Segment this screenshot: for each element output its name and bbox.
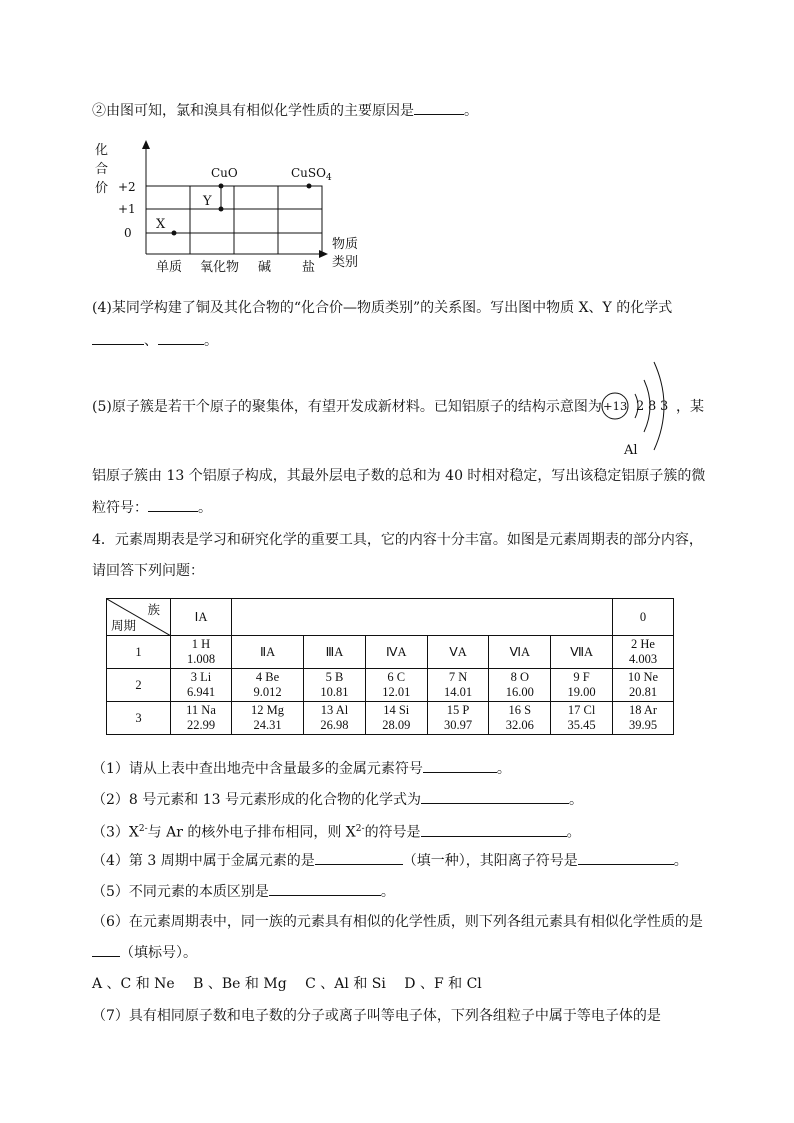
- element-name: 13 Al: [320, 703, 349, 717]
- question-text: （4）第 3 周期中属于金属元素的是: [92, 853, 315, 869]
- problem-text: 4．元素周期表是学习和研究化学的重要工具，它的内容十分丰富。如图是元素周期表的部分内容，: [92, 532, 703, 548]
- question-text: （6）在元素周期表中，同一族的元素具有相似的化学性质，则下列各组元素具有相似化学性质的是: [92, 914, 703, 930]
- shell-electrons-2: 8: [648, 399, 657, 414]
- atomic-mass: 30.97: [443, 718, 473, 732]
- element-cell: [304, 702, 366, 735]
- corner-group-label: 族: [147, 602, 160, 617]
- element-name: 1 H: [191, 637, 211, 651]
- sub-question-5: [92, 881, 395, 902]
- atomic-mass: 35.45: [567, 718, 596, 732]
- element-cell: [613, 636, 674, 669]
- question-text: （1）请从上表中查出地壳中含量最多的金属元素符号: [92, 761, 423, 777]
- question-text: (5)原子簇是若干个原子的聚集体，有望开发成新材料。已知铝原子的结构示意图为: [92, 399, 602, 415]
- punctuation: 。: [496, 761, 511, 777]
- y-tick: 0: [124, 226, 132, 240]
- punctuation: 。: [204, 333, 218, 349]
- point-label-Y: Y: [203, 194, 212, 209]
- empty-header: [232, 599, 613, 636]
- element-name: 2 He: [631, 637, 655, 651]
- answer-blank[interactable]: [421, 822, 567, 837]
- answer-blank[interactable]: [92, 942, 120, 957]
- atomic-mass: 9.012: [253, 685, 282, 699]
- sub-question-6-line-2: [92, 942, 197, 963]
- shell-electrons-1: 2: [636, 399, 645, 414]
- element-cell: [427, 669, 489, 702]
- element-cell: [551, 669, 613, 702]
- element-cell: [489, 669, 551, 702]
- element-name: 9 F: [573, 670, 590, 684]
- atomic-mass: 19.00: [567, 685, 596, 699]
- x-tick: 盐: [302, 260, 316, 275]
- question-text: ②由图可知，氯和溴具有相似化学性质的主要原因是: [92, 103, 414, 119]
- element-cell: [613, 669, 674, 702]
- y-axis-label-3: 价: [95, 181, 109, 196]
- shell-electrons-3: 3: [660, 399, 669, 414]
- group-label-cell: ⅦA: [551, 636, 613, 669]
- atomic-mass: 6.941: [186, 685, 216, 699]
- y-axis-label-1: 化: [95, 143, 109, 158]
- element-cell: [365, 669, 427, 702]
- answer-options: A 、C 和 Ne B 、Be 和 Mg C 、Al 和 Si D 、F 和 Cl: [92, 976, 482, 992]
- element-cell: [232, 702, 304, 735]
- period-cell: 3: [107, 702, 171, 735]
- sub-question-3: [92, 819, 581, 843]
- atomic-mass: 22.99: [186, 718, 216, 732]
- question-text: 粒符号：: [92, 500, 148, 516]
- periodic-table: [106, 598, 674, 735]
- group-header-0: 0: [613, 599, 674, 636]
- atomic-mass: 32.06: [505, 718, 534, 732]
- element-cell: [171, 702, 232, 735]
- question-4-answer-line: [92, 330, 218, 351]
- atomic-mass: 28.09: [382, 718, 411, 732]
- question-5-after: [676, 397, 704, 417]
- element-name: 14 Si: [383, 703, 410, 717]
- question-text: ，某: [676, 399, 704, 415]
- corner-period-label: 周期: [111, 618, 137, 633]
- answer-blank[interactable]: [414, 100, 464, 115]
- atomic-mass: 24.31: [253, 718, 282, 732]
- answer-blank-Y[interactable]: [158, 330, 204, 345]
- punctuation: 。: [464, 103, 478, 119]
- element-name: 17 Cl: [567, 703, 596, 717]
- element-name: 8 O: [510, 670, 529, 684]
- punctuation: 。: [380, 884, 395, 900]
- atomic-mass: 1.008: [186, 652, 216, 666]
- element-name: 18 Ar: [628, 703, 658, 717]
- point-label-CuO: CuO: [211, 166, 238, 180]
- atomic-mass: 12.01: [382, 685, 411, 699]
- answer-blank[interactable]: [315, 850, 403, 865]
- element-name: 7 N: [448, 670, 468, 684]
- answer-blank[interactable]: [578, 850, 674, 865]
- question-text: 的符号是: [364, 824, 421, 841]
- point-CuSO4: [307, 184, 312, 189]
- nucleus-charge: +13: [603, 399, 628, 413]
- x-axis-arrow: [319, 250, 328, 258]
- question-text: （5）不同元素的本质区别是: [92, 884, 269, 900]
- question-text: （2）8 号元素和 13 号元素形成的化合物的化学式为: [92, 792, 421, 808]
- point-label-X: X: [156, 217, 166, 232]
- element-name: 11 Na: [186, 703, 216, 717]
- table-corner: [107, 599, 171, 636]
- table-row: [107, 702, 674, 735]
- element-cell: [304, 669, 366, 702]
- question-5-line: [92, 397, 602, 417]
- atomic-mass: 20.81: [628, 685, 658, 699]
- group-label-cell: ⅢA: [304, 636, 366, 669]
- element-cell: [489, 702, 551, 735]
- period-cell: 1: [107, 636, 171, 669]
- x-tick: 氧化物: [200, 260, 240, 275]
- point-label-CuSO4: CuSO$_4$: [291, 166, 332, 183]
- element-name: 12 Mg: [251, 703, 285, 717]
- question-5-line-3: [92, 497, 212, 518]
- x-axis-label-2: 类别: [332, 255, 359, 270]
- problem-4-line-1: [92, 530, 703, 550]
- question-text: （填标号）。: [120, 945, 197, 961]
- atomic-mass: 10.81: [320, 685, 349, 699]
- x-tick: 碱: [258, 260, 272, 275]
- answer-blank[interactable]: [148, 497, 198, 512]
- sub-question-7: [92, 1006, 661, 1026]
- problem-4-line-2: [92, 561, 204, 581]
- punctuation: 。: [568, 792, 583, 808]
- x-axis-label-1: 物质: [332, 237, 359, 252]
- x-tick: 单质: [156, 260, 183, 275]
- valence-class-chart: [88, 136, 368, 278]
- element-cell: [171, 669, 232, 702]
- punctuation: 。: [566, 824, 581, 841]
- table-row: [107, 636, 674, 669]
- atomic-mass: 16.00: [505, 685, 534, 699]
- separator: 、: [144, 333, 158, 349]
- answer-blank[interactable]: [269, 881, 381, 896]
- element-symbol: Al: [624, 443, 638, 456]
- sub-question-1: [92, 758, 511, 779]
- element-cell: [365, 702, 427, 735]
- point-Y: [219, 207, 224, 212]
- y-axis-arrow: [142, 140, 150, 149]
- punctuation: 。: [673, 853, 688, 869]
- point-X: [172, 231, 177, 236]
- question-text: （3）X: [92, 824, 139, 841]
- y-tick: +2: [118, 180, 136, 194]
- element-cell: [551, 702, 613, 735]
- sub-question-6-options: [92, 974, 482, 994]
- sub-question-4: [92, 850, 688, 871]
- group-header-IA: ⅠA: [171, 599, 232, 636]
- element-name: 5 B: [325, 670, 344, 684]
- atomic-mass: 4.003: [628, 652, 658, 666]
- problem-text: 请回答下列问题：: [92, 563, 204, 579]
- answer-blank[interactable]: [421, 789, 569, 804]
- answer-blank-X[interactable]: [92, 330, 144, 345]
- element-name: 6 C: [387, 670, 406, 684]
- superscript: 2-: [138, 824, 148, 834]
- element-name: 10 Ne: [627, 670, 659, 684]
- atomic-mass: 39.95: [628, 718, 658, 732]
- punctuation: 。: [198, 500, 212, 516]
- atomic-mass: 14.01: [443, 685, 473, 699]
- atomic-mass: 26.98: [320, 718, 349, 732]
- question-2-line: [92, 100, 478, 121]
- question-text: （填一种），其阳离子符号是: [402, 853, 578, 869]
- element-name: 16 S: [508, 703, 532, 717]
- question-5-line-2: [92, 466, 705, 486]
- element-name: 4 Be: [255, 670, 280, 684]
- element-cell: [613, 702, 674, 735]
- period-cell: 2: [107, 669, 171, 702]
- question-text: （7）具有相同原子数和电子数的分子或离子叫等电子体，下列各组粒子中属于等电子体的是: [92, 1008, 661, 1024]
- superscript: 2-: [355, 824, 365, 834]
- sub-question-6: [92, 912, 703, 932]
- aluminum-atom-diagram: [598, 356, 678, 456]
- table-row: [107, 669, 674, 702]
- element-cell: [427, 702, 489, 735]
- sub-question-2: [92, 789, 583, 810]
- y-tick: +1: [118, 202, 136, 216]
- group-label-cell: ⅡA: [232, 636, 304, 669]
- question-text: 铝原子簇由 13 个铝原子构成，其最外层电子数的总和为 40 时相对稳定，写出该稳定铝原子簇的微: [92, 468, 706, 484]
- group-label-cell: ⅤA: [427, 636, 489, 669]
- element-name: 15 P: [446, 703, 470, 717]
- y-axis-label-2: 合: [95, 162, 109, 177]
- question-4-line: [92, 298, 672, 318]
- element-name: 3 Li: [190, 670, 212, 684]
- group-label-cell: ⅥA: [489, 636, 551, 669]
- element-cell: [171, 636, 232, 669]
- answer-blank[interactable]: [423, 758, 497, 773]
- question-text: 与 Ar 的核外电子排布相同，则 X: [147, 824, 356, 841]
- question-text: (4)某同学构建了铜及其化合物的“化合价—物质类别”的关系图。写出图中物质 X、Y 的化学式: [92, 300, 673, 316]
- element-cell: [232, 669, 304, 702]
- group-label-cell: ⅣA: [365, 636, 427, 669]
